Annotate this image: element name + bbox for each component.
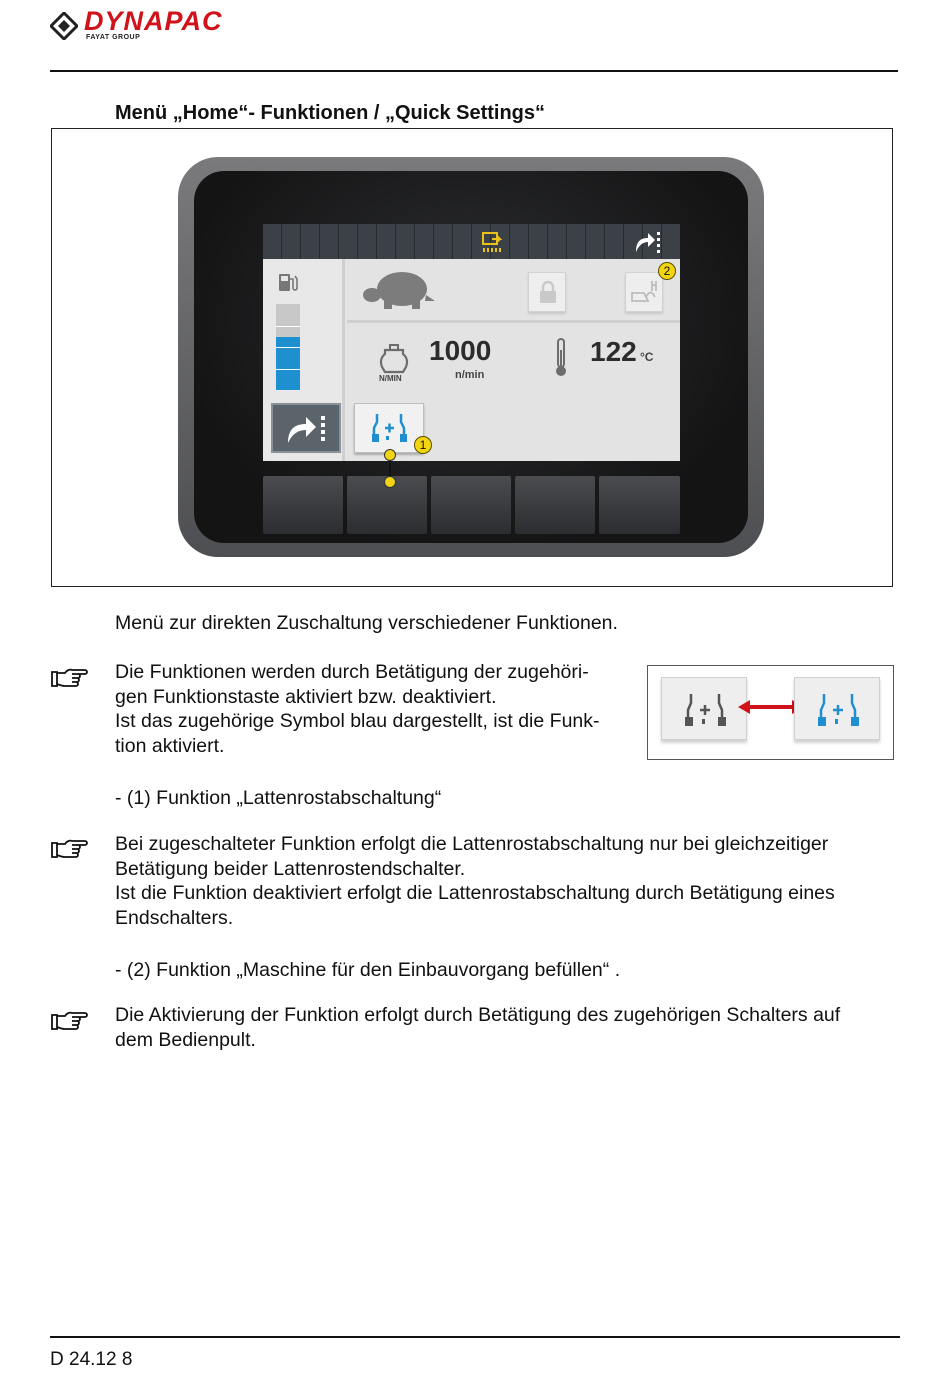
gauge-tick bbox=[276, 347, 300, 348]
rpm-icon bbox=[379, 342, 409, 376]
pointing-hand-icon bbox=[50, 667, 88, 689]
quick-menu-button[interactable] bbox=[271, 403, 341, 453]
note-1 bbox=[115, 660, 600, 758]
rpm-value: 1000 bbox=[429, 335, 492, 366]
gauge-tick bbox=[276, 326, 300, 327]
note-1-line: tion aktiviert. bbox=[115, 734, 225, 757]
note-1-line: gen Funktionstaste aktiviert bzw. deaktiviert. bbox=[115, 685, 497, 708]
softkey-row bbox=[263, 476, 680, 534]
lattenrost-icon bbox=[371, 412, 409, 444]
softkey-1[interactable] bbox=[263, 476, 343, 534]
softkey-5[interactable] bbox=[599, 476, 680, 534]
item-1: - (1) Funktion „Lattenrostabschaltung“ bbox=[115, 787, 442, 809]
note-2-line: Bei zugeschalteter Funktion erfolgt die Lattenrostabschaltung nur bei gleichzeitiger bbox=[115, 833, 829, 855]
note-2-line: Ist die Funktion deaktiviert erfolgt die Lattenrostabschaltung durch Betätigung eines bbox=[115, 882, 835, 904]
softkey-3[interactable] bbox=[431, 476, 511, 534]
intro-text: Menü zur direkten Zuschaltung verschiedener Funktionen. bbox=[115, 612, 618, 634]
note-3 bbox=[115, 1003, 840, 1052]
lock-button[interactable] bbox=[528, 272, 566, 312]
screen-divider bbox=[347, 320, 680, 323]
lattenrost-inactive-icon bbox=[684, 692, 728, 728]
section-title: Menü „Home“- Funktionen / „Quick Settings“ bbox=[115, 102, 546, 124]
lattenrost-active-icon bbox=[817, 692, 861, 728]
callout-dot bbox=[384, 476, 396, 488]
turtle-icon bbox=[360, 267, 438, 313]
dynapac-logo bbox=[50, 6, 310, 46]
lattenrost-active-tile bbox=[794, 677, 880, 740]
fuel-icon bbox=[277, 271, 299, 293]
dynapac-diamond-icon bbox=[50, 12, 78, 40]
brand-name: DYNAPAC bbox=[84, 6, 223, 36]
softkey-4[interactable] bbox=[515, 476, 595, 534]
note-1-line: Die Funktionen werden durch Betätigung der zugehöri- bbox=[115, 661, 589, 683]
engine-warning-icon bbox=[480, 229, 506, 255]
menu-arrow-icon bbox=[633, 229, 661, 255]
footer-rule bbox=[50, 1336, 900, 1338]
lattenrost-inactive-tile bbox=[661, 677, 747, 740]
fuel-panel bbox=[263, 259, 345, 461]
lock-icon bbox=[538, 281, 558, 305]
callout-dot bbox=[384, 449, 396, 461]
note-2-line: Betätigung beider Lattenrostendschalter. bbox=[115, 857, 466, 880]
document-id: D 24.12 8 bbox=[50, 1349, 133, 1370]
brand-subtitle: FAYAT GROUP bbox=[86, 34, 141, 41]
temperature-unit: °C bbox=[640, 350, 654, 364]
callout-badge-2: 2 bbox=[658, 262, 676, 280]
status-bar bbox=[263, 224, 680, 259]
gauge-tick bbox=[276, 369, 300, 370]
note-3-line: dem Bedienpult. bbox=[115, 1028, 256, 1051]
rpm-icon-label: N/MIN bbox=[379, 374, 402, 383]
callout-badge-1: 1 bbox=[414, 436, 432, 454]
header-rule bbox=[50, 70, 898, 72]
fill-machine-icon bbox=[630, 279, 660, 307]
item-2: - (2) Funktion „Maschine für den Einbauvorgang befüllen“ . bbox=[115, 959, 621, 981]
rpm-unit: n/min bbox=[455, 369, 485, 381]
fuel-gauge-fill bbox=[276, 337, 300, 390]
fill-machine-button[interactable] bbox=[625, 272, 663, 312]
menu-arrow-icon bbox=[285, 412, 329, 446]
note-2-line: Endschalters. bbox=[115, 906, 234, 929]
state-comparison-figure bbox=[647, 665, 894, 760]
pointing-hand-icon bbox=[50, 838, 88, 860]
display-screen bbox=[263, 224, 680, 461]
note-2 bbox=[115, 832, 835, 930]
temperature-value: 122 bbox=[590, 336, 637, 367]
thermometer-icon bbox=[554, 338, 568, 378]
pointing-hand-icon bbox=[50, 1010, 88, 1032]
note-3-line: Die Aktivierung der Funktion erfolgt durch Betätigung des zugehörigen Schalters auf bbox=[115, 1004, 841, 1026]
note-1-line: Ist das zugehörige Symbol blau dargestellt, ist die Funk- bbox=[115, 710, 600, 732]
